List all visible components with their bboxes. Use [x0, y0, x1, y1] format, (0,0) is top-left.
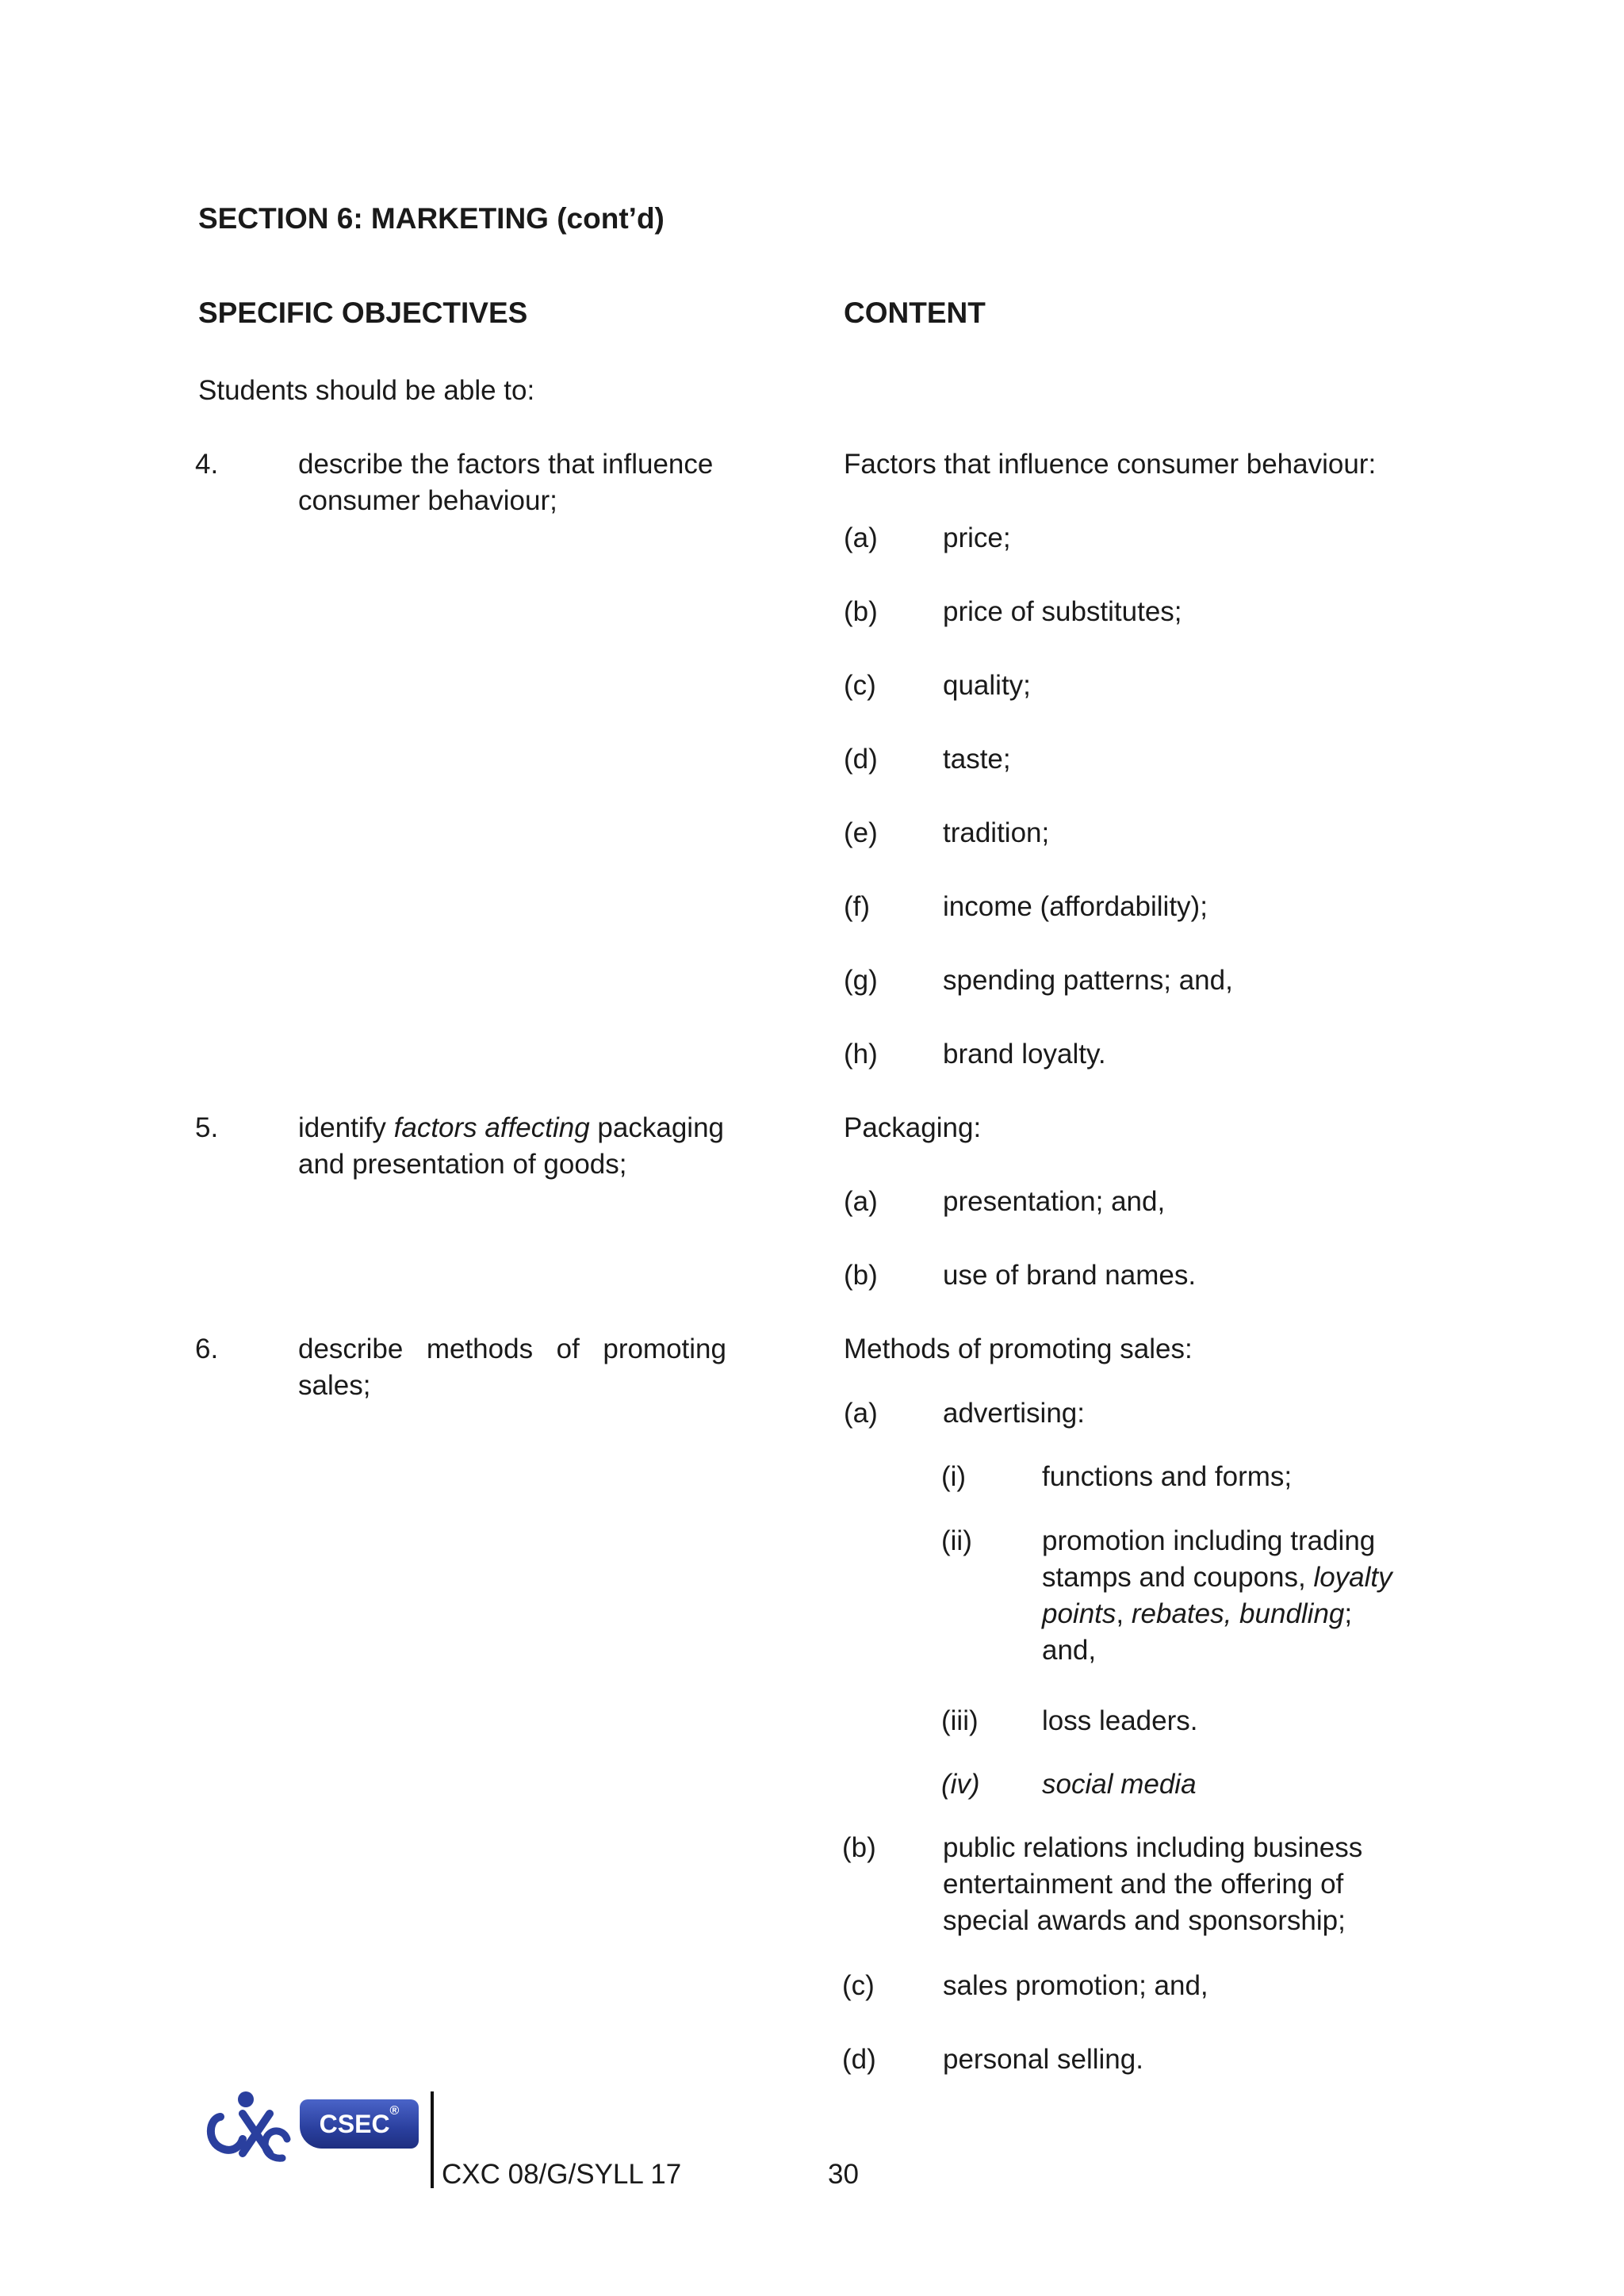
objectives-header: SPECIFIC OBJECTIVES [198, 297, 528, 329]
objective-number: 4. [195, 449, 219, 480]
sublist-label: (iii) [941, 1705, 979, 1736]
list-label: (b) [842, 1832, 876, 1863]
list-item: income (affordability); [943, 891, 1208, 922]
list-label: (e) [844, 817, 878, 848]
list-item: use of brand names. [943, 1260, 1197, 1291]
intro-text: Students should be able to: [198, 375, 535, 406]
objective-number: 5. [195, 1112, 219, 1143]
list-item: personal selling. [943, 2044, 1143, 2075]
content-heading: Packaging: [844, 1112, 982, 1143]
objective-text: describe methods of promoting sales; [298, 1334, 726, 1401]
list-item: sales promotion; and, [943, 1970, 1208, 2001]
list-label: (b) [844, 596, 878, 627]
list-label: (g) [844, 965, 878, 996]
objective-number: 6. [195, 1334, 219, 1364]
sublist-label: (iv) [941, 1769, 980, 1800]
csec-logo: CSEC® [300, 2099, 419, 2149]
sublist-label: (i) [941, 1461, 967, 1492]
list-item: quality; [943, 670, 1031, 701]
list-label: (f) [844, 891, 871, 922]
cxc-logo [205, 2087, 293, 2175]
content-heading: Methods of promoting sales: [844, 1334, 1193, 1364]
list-label: (a) [844, 522, 878, 553]
list-item: price of substitutes; [943, 596, 1182, 627]
list-label: (d) [844, 744, 878, 775]
sublist-label: (ii) [941, 1525, 972, 1556]
objective-text: identify factors affecting packaging and presentation of goods; [298, 1112, 724, 1180]
list-item: public relations including business entertainment and the offering of special awards and sponsorship; [943, 1832, 1363, 1936]
list-item: presentation; and, [943, 1186, 1166, 1217]
content-heading: Factors that influence consumer behaviour: [844, 449, 1377, 480]
list-item: tradition; [943, 817, 1050, 848]
sublist-item: loss leaders. [1042, 1705, 1198, 1736]
list-item: advertising: [943, 1398, 1085, 1429]
list-item: spending patterns; and, [943, 965, 1233, 996]
list-label: (a) [844, 1186, 878, 1217]
syllabus-code: CXC 08/G/SYLL 17 [442, 2159, 682, 2190]
sublist-item: social media [1042, 1769, 1197, 1800]
list-item: brand loyalty. [943, 1039, 1106, 1070]
list-label: (c) [844, 670, 876, 701]
list-item: taste; [943, 744, 1011, 775]
list-label: (b) [844, 1260, 878, 1291]
list-label: (a) [844, 1398, 878, 1429]
sublist-item: promotion including trading stamps and coupons, loyalty points, rebates, bundling; and, [1042, 1525, 1392, 1666]
list-label: (h) [844, 1039, 878, 1070]
list-item: price; [943, 522, 1011, 553]
page-number: 30 [828, 2159, 859, 2190]
section-title: SECTION 6: MARKETING (cont’d) [198, 202, 665, 235]
content-header: CONTENT [844, 297, 986, 329]
list-label: (d) [842, 2044, 876, 2075]
sublist-item: functions and forms; [1042, 1461, 1293, 1492]
list-label: (c) [842, 1970, 875, 2001]
objective-text: describe the factors that influence consumer behaviour; [298, 449, 714, 516]
footer-divider [431, 2091, 434, 2188]
